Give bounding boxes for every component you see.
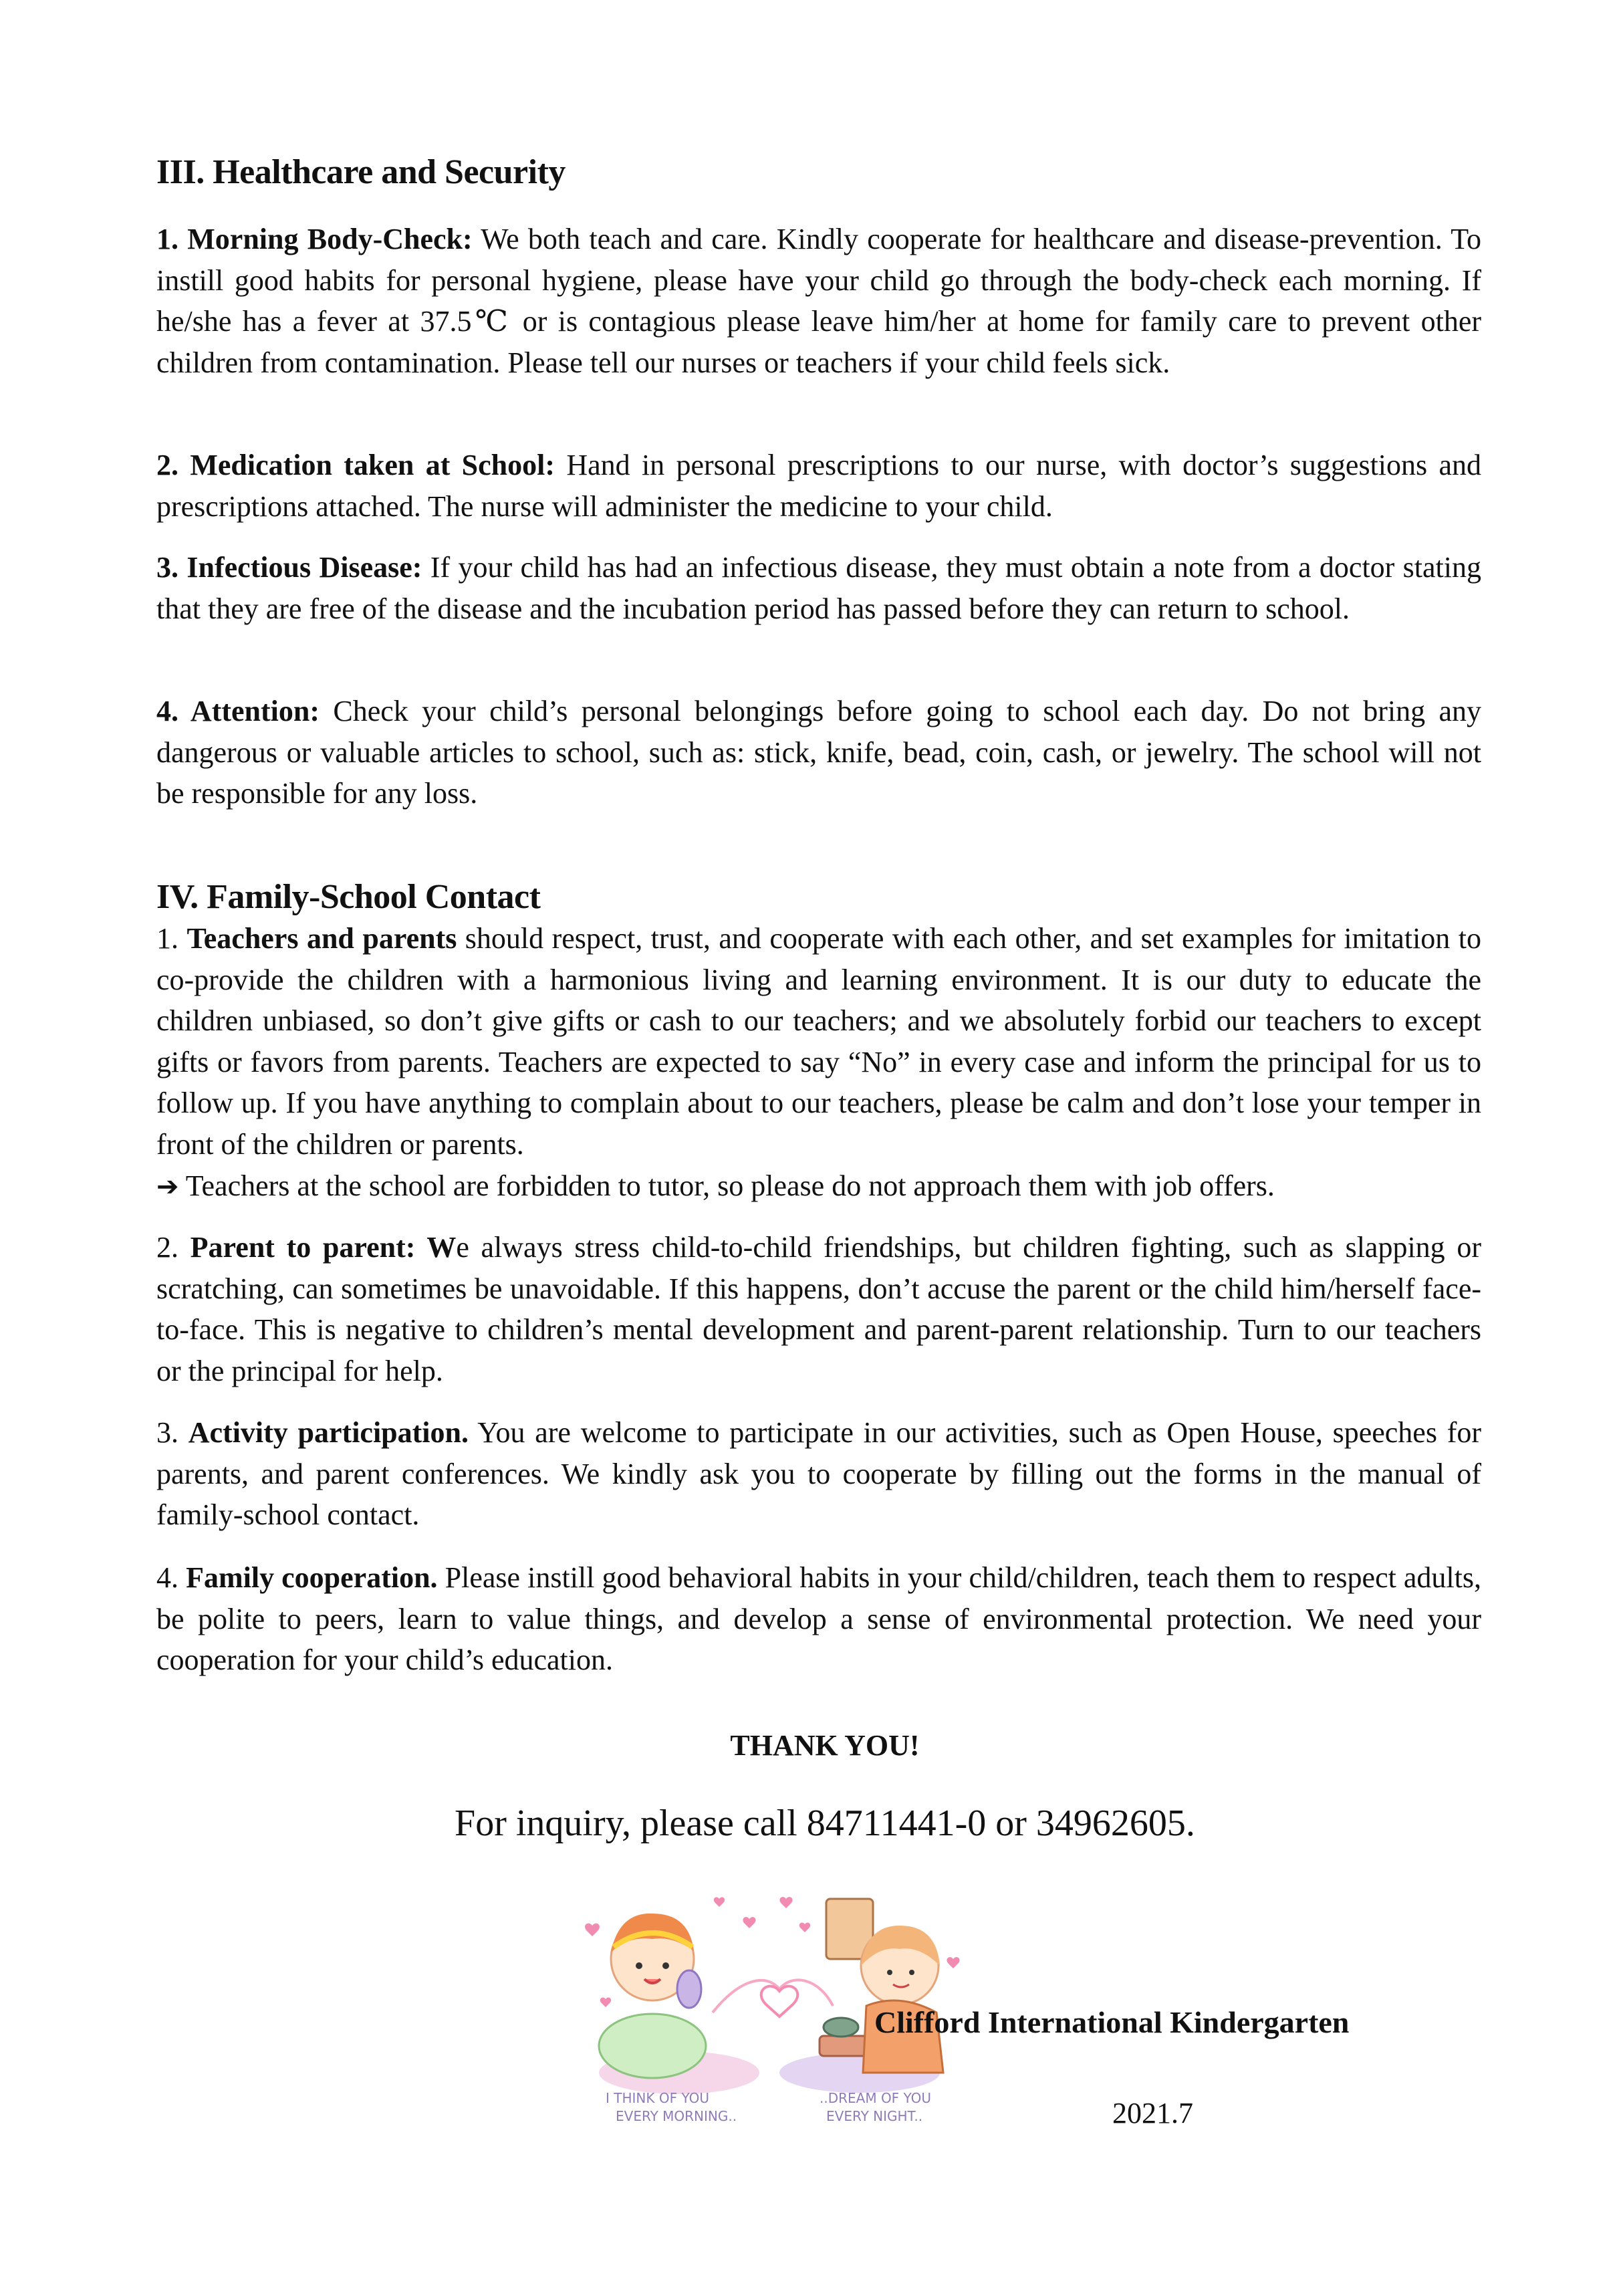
section-3-item-1	[156, 219, 1481, 383]
item-text: If your child has had an infectious disease, they must obtain a note from a doctor stating that they are free of the disease and the incubation period has passed before they can return to school.	[156, 551, 1481, 625]
item-number: 4.	[156, 1561, 186, 1594]
school-name: Clifford International Kindergarten	[874, 2005, 1350, 2039]
section-4-item-4	[156, 1557, 1481, 1681]
note-text: Teachers at the school are forbidden to tutor, so please do not approach them with job offers.	[178, 1169, 1275, 1202]
heart-line	[713, 1980, 833, 2013]
item-text: should respect, trust, and cooperate with each other, and set examples for imitation to co-provide the children with a harmonious living and learning environment. It is our duty to educate the children unbiased, so don’t give gifts or cash to our teachers; and we absolutely forbid our teachers to except gifts or favors from parents. Teachers are expected to say “No” in every case and inform the principal for us to follow up. If you have anything to complain about to our teachers, please be calm and don’t lose your temper in front of the children or parents.	[156, 922, 1481, 1161]
item-label: Teachers and parents	[186, 922, 457, 955]
inquiry-line: For inquiry, please call 84711441-0 or 34962605.	[455, 1803, 1195, 1844]
item-text: We both teach and care. Kindly cooperate for healthcare and disease-prevention. To instill good habits for personal hygiene, please have your child go through the body-check each morning. If he/she has a fever at 37.5℃ or is contagious please leave him/her at home for family care to prevent other children from contamination. Please tell our nurses or teachers if your child feels sick.	[156, 223, 1482, 379]
item-label: 2. Medication taken at School:	[156, 449, 555, 481]
item-label: 4. Attention:	[156, 695, 320, 727]
section-3-item-4	[156, 691, 1481, 814]
section-4-item-3	[156, 1412, 1481, 1536]
arrow-icon: ➔	[156, 1171, 179, 1202]
illustration-captions	[606, 2090, 931, 2124]
left-caption-1: I THINK OF YOU	[606, 2090, 709, 2106]
item-text: Check your child’s personal belongings before going to school each day. Do not bring any dangerous or valuable articles to school, such as: stick, knife, bead, coin, cash, or jewelry. The school will not be responsible for any loss.	[156, 695, 1481, 810]
item-number: 1.	[156, 922, 187, 955]
section-3-heading: III. Healthcare and Security	[156, 153, 566, 191]
item-label: 1. Morning Body-Check:	[156, 223, 473, 255]
thank-you-text: THANK YOU!	[730, 1729, 920, 1762]
item-text: You are welcome to participate in our activities, such as Open House, speeches for parents, and parent conferences. We kindly ask you to cooperate by filling out the forms in the manual of family-school contact.	[156, 1416, 1482, 1531]
item-label: Activity participation.	[188, 1416, 469, 1449]
right-caption-1: ..DREAM OF YOU	[820, 2090, 932, 2106]
section-4-item-1	[156, 918, 1481, 1165]
item-text: e always stress child-to-child friendships, but children fighting, such as slapping or scratching, can sometimes be unavoidable. If this happens, don’t accuse the parent or the child him/herself face-to-face. This is negative to children’s mental development and parent-parent relationship. Turn to our teachers or the principal for help.	[156, 1231, 1481, 1387]
right-child	[820, 1899, 943, 2073]
item-label: Family cooperation.	[186, 1561, 438, 1594]
item-text: Hand in personal prescriptions to our nurse, with doctor’s suggestions and prescriptions attached. The nurse will administer the medicine to your child.	[156, 449, 1481, 523]
item-number: 3.	[156, 1416, 189, 1449]
section-4-item-2	[156, 1227, 1481, 1391]
section-3-item-3	[156, 547, 1481, 629]
section-3-item-2	[156, 445, 1481, 527]
item-label: 3. Infectious Disease:	[156, 551, 422, 584]
date-text: 2021.7	[1112, 2097, 1193, 2130]
right-caption-2: EVERY NIGHT..	[826, 2108, 923, 2124]
item-label: Parent to parent: W	[190, 1231, 457, 1264]
left-child	[599, 1914, 706, 2078]
section-4-heading: IV. Family-School Contact	[156, 878, 541, 916]
item-number: 2.	[156, 1231, 191, 1264]
center-heart	[761, 1986, 798, 2017]
section-4-note	[156, 1165, 1481, 1208]
item-text: Please instill good behavioral habits in your child/children, teach them to respect adults, be polite to peers, learn to value things, and develop a sense of environmental protection. We need your cooperation for your child’s education.	[156, 1561, 1482, 1676]
left-caption-2: EVERY MORNING..	[616, 2108, 737, 2124]
